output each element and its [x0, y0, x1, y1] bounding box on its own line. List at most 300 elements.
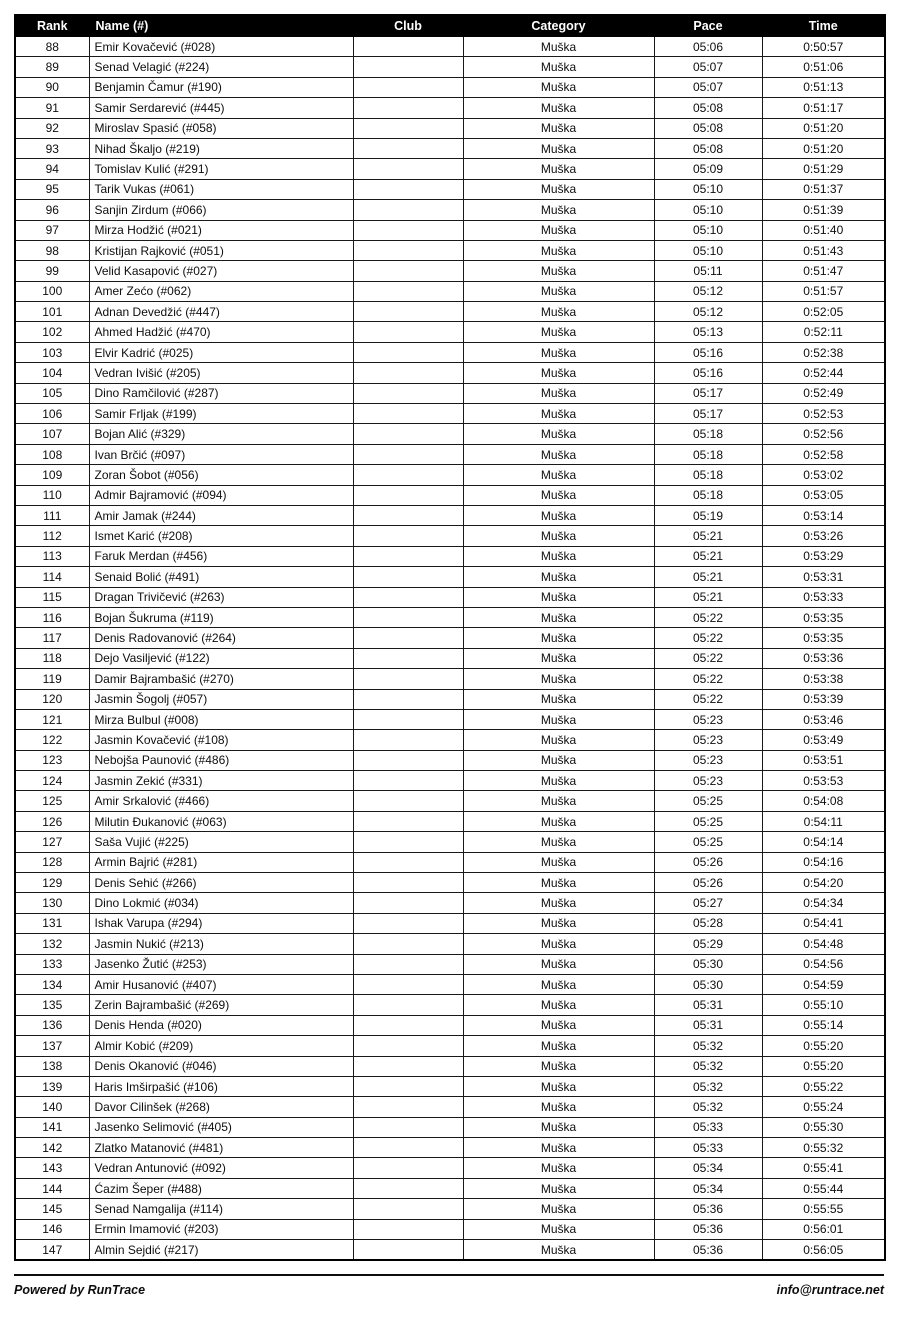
rank-cell: 115	[15, 587, 89, 607]
category-cell: Muška	[463, 1036, 654, 1056]
name-cell: Sanjin Zirdum (#066)	[89, 200, 353, 220]
name-cell: Admir Bajramović (#094)	[89, 485, 353, 505]
pace-cell: 05:12	[654, 281, 762, 301]
rank-cell: 137	[15, 1036, 89, 1056]
rank-cell: 143	[15, 1158, 89, 1178]
club-cell	[353, 567, 463, 587]
name-cell: Denis Okanović (#046)	[89, 1056, 353, 1076]
pace-cell: 05:13	[654, 322, 762, 342]
time-cell: 0:53:53	[762, 771, 885, 791]
rank-cell: 103	[15, 342, 89, 362]
time-cell: 0:53:35	[762, 607, 885, 627]
club-cell	[353, 730, 463, 750]
rank-cell: 89	[15, 57, 89, 77]
time-cell: 0:51:06	[762, 57, 885, 77]
category-cell: Muška	[463, 1219, 654, 1239]
rank-cell: 122	[15, 730, 89, 750]
category-cell: Muška	[463, 485, 654, 505]
time-cell: 0:51:20	[762, 118, 885, 138]
pace-cell: 05:10	[654, 179, 762, 199]
rank-cell: 92	[15, 118, 89, 138]
table-row	[15, 505, 885, 525]
time-cell: 0:53:39	[762, 689, 885, 709]
name-cell: Denis Radovanović (#264)	[89, 628, 353, 648]
name-cell: Almir Kobić (#209)	[89, 1036, 353, 1056]
table-row	[15, 648, 885, 668]
club-cell	[353, 974, 463, 994]
category-cell: Muška	[463, 791, 654, 811]
category-cell: Muška	[463, 1138, 654, 1158]
pace-cell: 05:26	[654, 852, 762, 872]
pace-cell: 05:22	[654, 648, 762, 668]
time-cell: 0:55:44	[762, 1178, 885, 1198]
name-cell: Denis Sehić (#266)	[89, 873, 353, 893]
table-row	[15, 465, 885, 485]
results-page	[14, 0, 886, 1297]
club-cell	[353, 404, 463, 424]
pace-cell: 05:06	[654, 37, 762, 57]
name-cell: Damir Bajrambašić (#270)	[89, 669, 353, 689]
club-cell	[353, 261, 463, 281]
rank-cell: 106	[15, 404, 89, 424]
name-cell: Benjamin Čamur (#190)	[89, 77, 353, 97]
club-cell	[353, 832, 463, 852]
category-cell: Muška	[463, 526, 654, 546]
time-cell: 0:53:31	[762, 567, 885, 587]
club-cell	[353, 363, 463, 383]
category-cell: Muška	[463, 261, 654, 281]
table-row	[15, 98, 885, 118]
name-cell: Nihad Škaljo (#219)	[89, 138, 353, 158]
name-cell: Armin Bajrić (#281)	[89, 852, 353, 872]
club-cell	[353, 873, 463, 893]
name-cell: Miroslav Spasić (#058)	[89, 118, 353, 138]
category-cell: Muška	[463, 648, 654, 668]
table-row	[15, 159, 885, 179]
club-cell	[353, 57, 463, 77]
time-cell: 0:53:29	[762, 546, 885, 566]
column-header-name: Name (#)	[89, 15, 353, 37]
club-cell	[353, 179, 463, 199]
table-row	[15, 1097, 885, 1117]
club-cell	[353, 669, 463, 689]
rank-cell: 91	[15, 98, 89, 118]
table-row	[15, 118, 885, 138]
table-row	[15, 750, 885, 770]
table-row	[15, 771, 885, 791]
time-cell: 0:52:11	[762, 322, 885, 342]
category-cell: Muška	[463, 913, 654, 933]
time-cell: 0:55:10	[762, 995, 885, 1015]
rank-cell: 88	[15, 37, 89, 57]
time-cell: 0:54:59	[762, 974, 885, 994]
pace-cell: 05:07	[654, 57, 762, 77]
club-cell	[353, 424, 463, 444]
club-cell	[353, 505, 463, 525]
club-cell	[353, 954, 463, 974]
club-cell	[353, 913, 463, 933]
category-cell: Muška	[463, 363, 654, 383]
club-cell	[353, 934, 463, 954]
time-cell: 0:55:41	[762, 1158, 885, 1178]
club-cell	[353, 607, 463, 627]
rank-cell: 145	[15, 1199, 89, 1219]
pace-cell: 05:25	[654, 811, 762, 831]
table-row	[15, 587, 885, 607]
table-row	[15, 485, 885, 505]
rank-cell: 146	[15, 1219, 89, 1239]
contact-email: info@runtrace.net	[776, 1283, 884, 1298]
rank-cell: 127	[15, 832, 89, 852]
time-cell: 0:54:34	[762, 893, 885, 913]
club-cell	[353, 1036, 463, 1056]
table-row	[15, 179, 885, 199]
name-cell: Mirza Hodžić (#021)	[89, 220, 353, 240]
name-cell: Dino Ramčilović (#287)	[89, 383, 353, 403]
pace-cell: 05:31	[654, 1015, 762, 1035]
pace-cell: 05:32	[654, 1056, 762, 1076]
time-cell: 0:52:56	[762, 424, 885, 444]
rank-cell: 108	[15, 444, 89, 464]
category-cell: Muška	[463, 37, 654, 57]
time-cell: 0:52:58	[762, 444, 885, 464]
table-row	[15, 811, 885, 831]
rank-cell: 142	[15, 1138, 89, 1158]
rank-cell: 130	[15, 893, 89, 913]
table-row	[15, 57, 885, 77]
category-cell: Muška	[463, 587, 654, 607]
name-cell: Zlatko Matanović (#481)	[89, 1138, 353, 1158]
pace-cell: 05:10	[654, 240, 762, 260]
time-cell: 0:52:05	[762, 302, 885, 322]
rank-cell: 141	[15, 1117, 89, 1137]
pace-cell: 05:23	[654, 750, 762, 770]
pace-cell: 05:18	[654, 444, 762, 464]
pace-cell: 05:32	[654, 1036, 762, 1056]
name-cell: Bojan Alić (#329)	[89, 424, 353, 444]
name-cell: Dejo Vasiljević (#122)	[89, 648, 353, 668]
name-cell: Dino Lokmić (#034)	[89, 893, 353, 913]
time-cell: 0:53:35	[762, 628, 885, 648]
pace-cell: 05:31	[654, 995, 762, 1015]
pace-cell: 05:17	[654, 383, 762, 403]
pace-cell: 05:16	[654, 363, 762, 383]
pace-cell: 05:18	[654, 465, 762, 485]
rank-cell: 119	[15, 669, 89, 689]
column-header-rank: Rank	[15, 15, 89, 37]
name-cell: Nebojša Paunović (#486)	[89, 750, 353, 770]
pace-cell: 05:36	[654, 1219, 762, 1239]
pace-cell: 05:10	[654, 220, 762, 240]
pace-cell: 05:21	[654, 587, 762, 607]
table-row	[15, 995, 885, 1015]
time-cell: 0:51:39	[762, 200, 885, 220]
club-cell	[353, 628, 463, 648]
time-cell: 0:55:14	[762, 1015, 885, 1035]
pace-cell: 05:08	[654, 98, 762, 118]
rank-cell: 134	[15, 974, 89, 994]
table-row	[15, 791, 885, 811]
club-cell	[353, 138, 463, 158]
rank-cell: 110	[15, 485, 89, 505]
table-row	[15, 913, 885, 933]
category-cell: Muška	[463, 179, 654, 199]
time-cell: 0:52:44	[762, 363, 885, 383]
category-cell: Muška	[463, 220, 654, 240]
club-cell	[353, 893, 463, 913]
name-cell: Mirza Bulbul (#008)	[89, 709, 353, 729]
time-cell: 0:52:38	[762, 342, 885, 362]
time-cell: 0:55:22	[762, 1076, 885, 1096]
club-cell	[353, 302, 463, 322]
pace-cell: 05:10	[654, 200, 762, 220]
pace-cell: 05:32	[654, 1076, 762, 1096]
category-cell: Muška	[463, 1076, 654, 1096]
table-row	[15, 709, 885, 729]
pace-cell: 05:12	[654, 302, 762, 322]
name-cell: Jasmin Nukić (#213)	[89, 934, 353, 954]
category-cell: Muška	[463, 138, 654, 158]
pace-cell: 05:17	[654, 404, 762, 424]
table-row	[15, 1158, 885, 1178]
column-header-pace: Pace	[654, 15, 762, 37]
club-cell	[353, 811, 463, 831]
table-row	[15, 1240, 885, 1261]
time-cell: 0:55:55	[762, 1199, 885, 1219]
pace-cell: 05:19	[654, 505, 762, 525]
time-cell: 0:54:11	[762, 811, 885, 831]
pace-cell: 05:33	[654, 1138, 762, 1158]
club-cell	[353, 240, 463, 260]
club-cell	[353, 1240, 463, 1261]
pace-cell: 05:34	[654, 1178, 762, 1198]
table-row	[15, 138, 885, 158]
rank-cell: 107	[15, 424, 89, 444]
name-cell: Samir Serdarević (#445)	[89, 98, 353, 118]
rank-cell: 126	[15, 811, 89, 831]
category-cell: Muška	[463, 159, 654, 179]
pace-cell: 05:28	[654, 913, 762, 933]
club-cell	[353, 281, 463, 301]
club-cell	[353, 791, 463, 811]
name-cell: Ahmed Hadžić (#470)	[89, 322, 353, 342]
pace-cell: 05:23	[654, 771, 762, 791]
time-cell: 0:51:37	[762, 179, 885, 199]
club-cell	[353, 648, 463, 668]
time-cell: 0:51:47	[762, 261, 885, 281]
rank-cell: 101	[15, 302, 89, 322]
rank-cell: 112	[15, 526, 89, 546]
time-cell: 0:56:05	[762, 1240, 885, 1261]
pace-cell: 05:34	[654, 1158, 762, 1178]
rank-cell: 147	[15, 1240, 89, 1261]
time-cell: 0:51:29	[762, 159, 885, 179]
category-cell: Muška	[463, 281, 654, 301]
time-cell: 0:53:05	[762, 485, 885, 505]
rank-cell: 100	[15, 281, 89, 301]
club-cell	[353, 485, 463, 505]
category-cell: Muška	[463, 832, 654, 852]
rank-cell: 118	[15, 648, 89, 668]
table-row	[15, 1199, 885, 1219]
rank-cell: 132	[15, 934, 89, 954]
pace-cell: 05:08	[654, 118, 762, 138]
time-cell: 0:51:13	[762, 77, 885, 97]
time-cell: 0:54:20	[762, 873, 885, 893]
pace-cell: 05:09	[654, 159, 762, 179]
name-cell: Zoran Šobot (#056)	[89, 465, 353, 485]
rank-cell: 128	[15, 852, 89, 872]
pace-cell: 05:21	[654, 567, 762, 587]
rank-cell: 144	[15, 1178, 89, 1198]
table-row	[15, 37, 885, 57]
rank-cell: 138	[15, 1056, 89, 1076]
time-cell: 0:50:57	[762, 37, 885, 57]
table-row	[15, 200, 885, 220]
table-row	[15, 281, 885, 301]
club-cell	[353, 322, 463, 342]
time-cell: 0:55:32	[762, 1138, 885, 1158]
time-cell: 0:51:17	[762, 98, 885, 118]
category-cell: Muška	[463, 1199, 654, 1219]
pace-cell: 05:18	[654, 424, 762, 444]
pace-cell: 05:32	[654, 1097, 762, 1117]
results-table-header	[15, 15, 885, 37]
table-row	[15, 302, 885, 322]
club-cell	[353, 200, 463, 220]
rank-cell: 99	[15, 261, 89, 281]
club-cell	[353, 1178, 463, 1198]
club-cell	[353, 689, 463, 709]
rank-cell: 96	[15, 200, 89, 220]
name-cell: Amir Srkalović (#466)	[89, 791, 353, 811]
club-cell	[353, 342, 463, 362]
time-cell: 0:55:20	[762, 1036, 885, 1056]
time-cell: 0:53:36	[762, 648, 885, 668]
name-cell: Haris Imširpašić (#106)	[89, 1076, 353, 1096]
club-cell	[353, 526, 463, 546]
category-cell: Muška	[463, 383, 654, 403]
pace-cell: 05:08	[654, 138, 762, 158]
category-cell: Muška	[463, 750, 654, 770]
table-row	[15, 526, 885, 546]
club-cell	[353, 1117, 463, 1137]
category-cell: Muška	[463, 322, 654, 342]
rank-cell: 125	[15, 791, 89, 811]
name-cell: Milutin Đukanović (#063)	[89, 811, 353, 831]
table-row	[15, 628, 885, 648]
table-row	[15, 954, 885, 974]
name-cell: Adnan Devedžić (#447)	[89, 302, 353, 322]
name-cell: Davor Cilinšek (#268)	[89, 1097, 353, 1117]
pace-cell: 05:36	[654, 1240, 762, 1261]
rank-cell: 139	[15, 1076, 89, 1096]
time-cell: 0:54:48	[762, 934, 885, 954]
table-row	[15, 261, 885, 281]
club-cell	[353, 1097, 463, 1117]
category-cell: Muška	[463, 118, 654, 138]
time-cell: 0:53:46	[762, 709, 885, 729]
table-row	[15, 1015, 885, 1035]
club-cell	[353, 220, 463, 240]
club-cell	[353, 77, 463, 97]
category-cell: Muška	[463, 669, 654, 689]
club-cell	[353, 159, 463, 179]
rank-cell: 93	[15, 138, 89, 158]
name-cell: Ismet Karić (#208)	[89, 526, 353, 546]
name-cell: Almin Sejdić (#217)	[89, 1240, 353, 1261]
time-cell: 0:54:16	[762, 852, 885, 872]
time-cell: 0:55:30	[762, 1117, 885, 1137]
name-cell: Kristijan Rajković (#051)	[89, 240, 353, 260]
table-row	[15, 893, 885, 913]
category-cell: Muška	[463, 77, 654, 97]
category-cell: Muška	[463, 1117, 654, 1137]
name-cell: Bojan Šukruma (#119)	[89, 607, 353, 627]
time-cell: 0:53:51	[762, 750, 885, 770]
name-cell: Tomislav Kulić (#291)	[89, 159, 353, 179]
pace-cell: 05:16	[654, 342, 762, 362]
time-cell: 0:51:43	[762, 240, 885, 260]
results-tbody	[15, 37, 885, 1261]
pace-cell: 05:22	[654, 689, 762, 709]
time-cell: 0:53:38	[762, 669, 885, 689]
category-cell: Muška	[463, 1097, 654, 1117]
table-row	[15, 342, 885, 362]
name-cell: Vedran Antunović (#092)	[89, 1158, 353, 1178]
category-cell: Muška	[463, 546, 654, 566]
table-row	[15, 567, 885, 587]
table-row	[15, 363, 885, 383]
column-header-category: Category	[463, 15, 654, 37]
name-cell: Ćazim Šeper (#488)	[89, 1178, 353, 1198]
club-cell	[353, 444, 463, 464]
pace-cell: 05:27	[654, 893, 762, 913]
time-cell: 0:54:08	[762, 791, 885, 811]
name-cell: Jasmin Kovačević (#108)	[89, 730, 353, 750]
pace-cell: 05:36	[654, 1199, 762, 1219]
club-cell	[353, 587, 463, 607]
table-row	[15, 220, 885, 240]
club-cell	[353, 546, 463, 566]
club-cell	[353, 1076, 463, 1096]
column-header-time: Time	[762, 15, 885, 37]
pace-cell: 05:30	[654, 974, 762, 994]
table-row	[15, 974, 885, 994]
category-cell: Muška	[463, 954, 654, 974]
category-cell: Muška	[463, 1158, 654, 1178]
time-cell: 0:51:20	[762, 138, 885, 158]
time-cell: 0:54:41	[762, 913, 885, 933]
rank-cell: 131	[15, 913, 89, 933]
pace-cell: 05:30	[654, 954, 762, 974]
pace-cell: 05:23	[654, 730, 762, 750]
category-cell: Muška	[463, 934, 654, 954]
time-cell: 0:51:40	[762, 220, 885, 240]
rank-cell: 95	[15, 179, 89, 199]
rank-cell: 117	[15, 628, 89, 648]
pace-cell: 05:29	[654, 934, 762, 954]
name-cell: Emir Kovačević (#028)	[89, 37, 353, 57]
club-cell	[353, 98, 463, 118]
name-cell: Saša Vujić (#225)	[89, 832, 353, 852]
club-cell	[353, 852, 463, 872]
pace-cell: 05:21	[654, 546, 762, 566]
name-cell: Jasenko Selimović (#405)	[89, 1117, 353, 1137]
table-row	[15, 322, 885, 342]
category-cell: Muška	[463, 240, 654, 260]
category-cell: Muška	[463, 57, 654, 77]
